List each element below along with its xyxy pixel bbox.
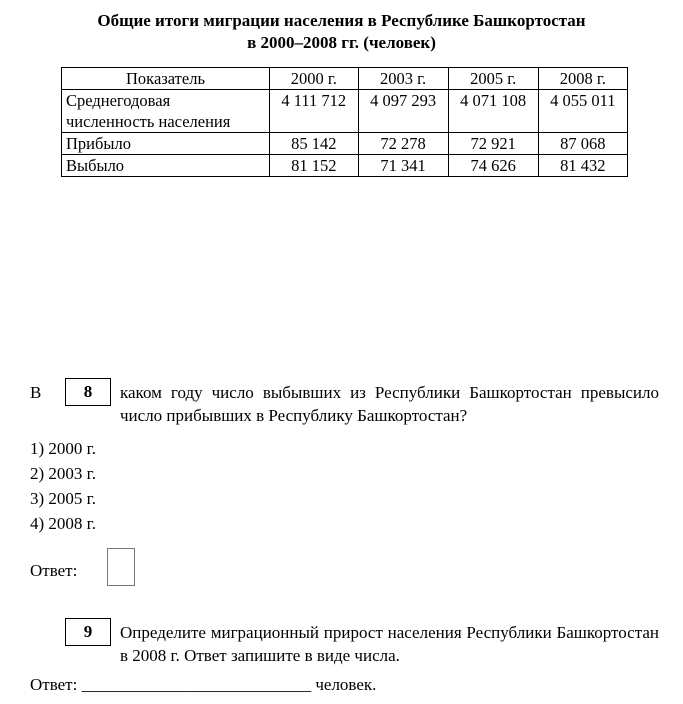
table-row	[62, 133, 628, 155]
table-cell: 4 097 293	[358, 90, 448, 133]
q9-number-box: 9	[65, 618, 111, 646]
row-label	[62, 90, 270, 133]
q9-answer-label: Ответ:	[30, 675, 78, 694]
table-cell: 4 055 011	[538, 90, 627, 133]
table-cell: 85 142	[270, 133, 359, 155]
header-cell: 2008 г.	[538, 68, 627, 90]
table-header-row	[62, 68, 628, 90]
table-row	[62, 155, 628, 177]
row-label: Выбыло	[62, 155, 270, 177]
page-title	[0, 10, 683, 54]
q9-answer-unit: человек.	[315, 675, 377, 694]
table-row	[62, 90, 628, 133]
q8-prefix: В	[30, 383, 42, 402]
header-cell: 2003 г.	[358, 68, 448, 90]
table-cell: 72 921	[448, 133, 538, 155]
q8-text: каком году число выбывших из Республики Башкортостан превысило число прибывших в Республику Башкортостан?	[120, 383, 659, 425]
table-cell: 71 341	[358, 155, 448, 177]
table-cell: 81 152	[270, 155, 359, 177]
table-cell: 81 432	[538, 155, 627, 177]
q8-answer-box[interactable]	[107, 548, 135, 586]
q9-text: Определите миграционный прирост населения Республики Башкортостан в 2008 г. Ответ запишите в виде числа.	[120, 623, 659, 665]
q8-option[interactable]: 2) 2003 г.	[30, 464, 96, 483]
q9-answer-line	[30, 673, 376, 696]
migration-table	[61, 67, 628, 177]
table-cell: 4 071 108	[448, 90, 538, 133]
row-label: Прибыло	[62, 133, 270, 155]
q8-number-box: 8	[65, 378, 111, 406]
header-cell: 2005 г.	[448, 68, 538, 90]
table-cell: 4 111 712	[270, 90, 359, 133]
table-cell: 74 626	[448, 155, 538, 177]
q9-answer-blank[interactable]: ___________________________	[81, 675, 312, 694]
table-cell: 87 068	[538, 133, 627, 155]
row-label-line: Среднегодовая	[66, 91, 171, 110]
q8-option[interactable]: 4) 2008 г.	[30, 514, 96, 533]
header-cell: 2000 г.	[270, 68, 359, 90]
table-cell: 72 278	[358, 133, 448, 155]
row-label-line: численность населения	[66, 112, 231, 131]
header-cell: Показатель	[62, 68, 270, 90]
title-line-2: в 2000–2008 гг. (человек)	[247, 33, 436, 52]
q8-option[interactable]: 3) 2005 г.	[30, 489, 96, 508]
q8-option[interactable]: 1) 2000 г.	[30, 439, 96, 458]
title-line-1: Общие итоги миграции населения в Республике Башкортостан	[97, 11, 586, 30]
q8-answer-label: Ответ:	[30, 561, 78, 580]
